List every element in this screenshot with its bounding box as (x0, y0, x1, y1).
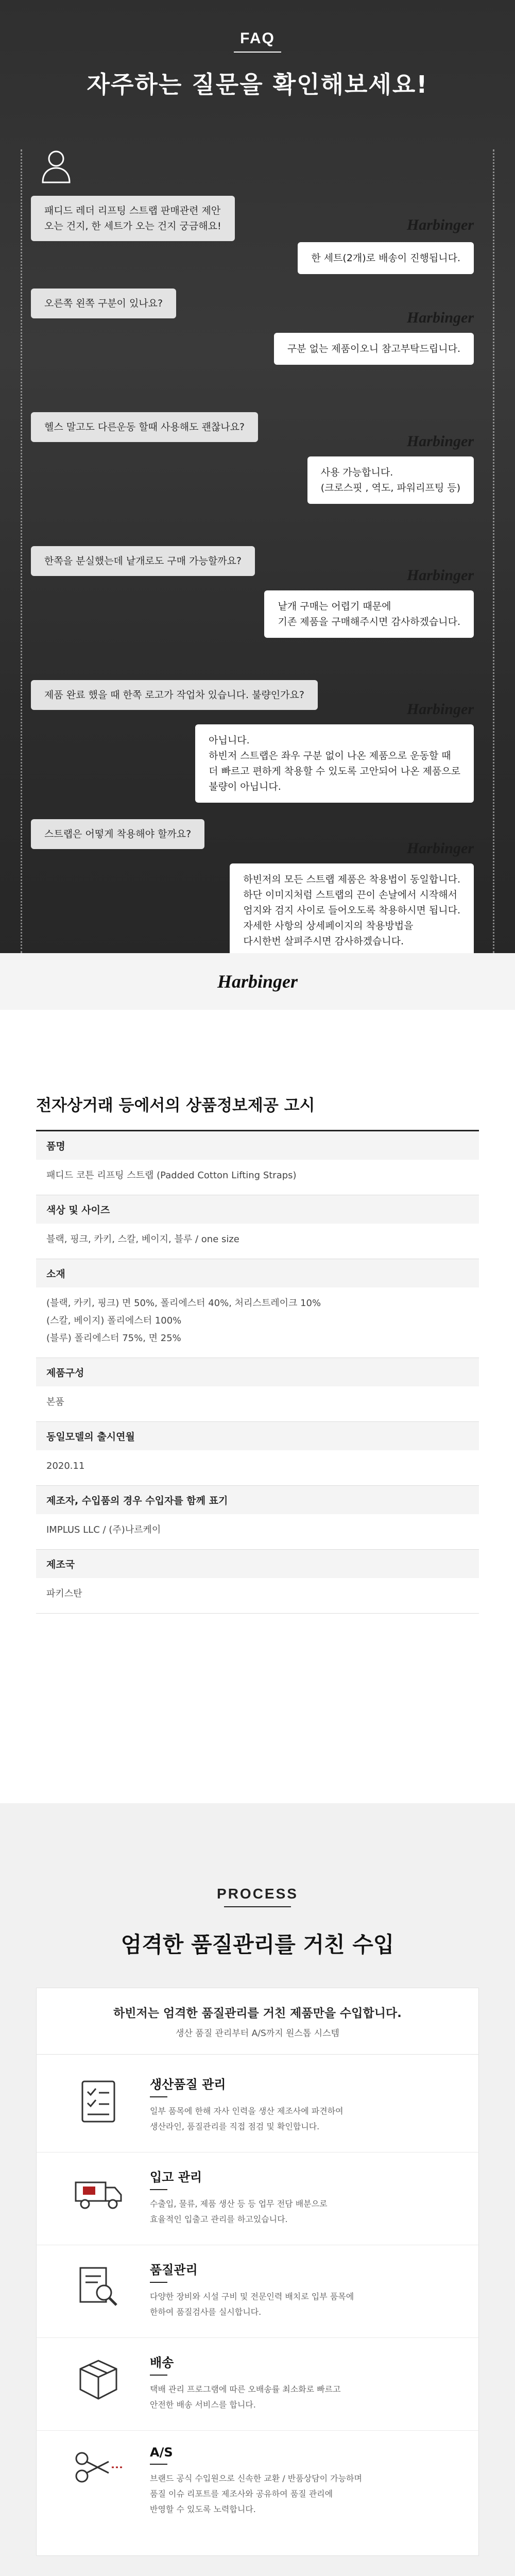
answer-bubble (307, 456, 474, 504)
faq-headline: 자주하는 질문을 확인해보세요! (87, 71, 428, 98)
right-dotted-border (493, 149, 494, 953)
notice-key: 제품구성 (36, 1358, 479, 1386)
user-avatar-icon (40, 149, 72, 183)
brand-strip (0, 953, 515, 1010)
step-desc: 일부 품목에 한해 자사 인력을 생산 제조사에 파견하여 (150, 2106, 344, 2116)
process-tag-underline (224, 1906, 291, 1907)
answer-bubble (195, 724, 474, 803)
scissors-icon (62, 2445, 134, 2517)
notice-value: 패디드 코튼 리프팅 스트랩 (Padded Cotton Lifting Straps) (46, 1170, 297, 1181)
magnifier-icon (62, 2260, 134, 2320)
notice-row (36, 1486, 479, 1550)
process-intro (36, 1988, 479, 2055)
answer-text: 불량이 아닙니다. (209, 781, 281, 792)
brand-logo: Harbinger (217, 971, 298, 992)
step-title: 배송 (150, 2355, 174, 2370)
answer-text: 낱개 구매는 어렵기 때문에 (278, 601, 391, 612)
step-desc: 택배 관리 프로그램에 따른 오배송률 최소화로 빠르고 (150, 2384, 341, 2394)
notice-value-line: (스칼, 베이지) 폴리에스터 100% (46, 1315, 182, 1326)
step-desc: 한하여 품질검사를 실시합니다. (150, 2307, 262, 2317)
process-title: 엄격한 품질관리를 거친 수입 (121, 1932, 394, 1957)
process-step (37, 2060, 478, 2152)
faq-tag: FAQ (240, 30, 275, 47)
question-bubble (31, 546, 255, 576)
answer-text: 자세한 사항의 상세페이지의 착용방법을 (243, 920, 414, 931)
product-notice-section (0, 1010, 515, 1803)
notice-value-line: (블루) 폴리에스터 75%, 면 25% (46, 1333, 181, 1344)
question-text: 오른쪽 왼쪽 구분이 있나요? (44, 298, 163, 309)
question-text: 헬스 말고도 다른운동 할때 사용해도 괜찮나요? (44, 421, 245, 433)
left-dotted-border (21, 149, 22, 953)
notice-value: 2020.11 (46, 1461, 85, 1471)
box-icon (62, 2352, 134, 2413)
process-step (37, 2245, 478, 2337)
answer-text: 하빈저 스트랩은 좌우 구분 없이 나온 제품으로 운동할 때 (209, 750, 451, 761)
step-desc: 다양한 장비와 시설 구비 및 전문인력 배치로 입부 품목에 (150, 2292, 354, 2301)
step-desc: 효율적인 입출고 관리를 하고있습니다. (150, 2214, 288, 2224)
answer-bubble (264, 590, 474, 638)
brand-logo: Harbinger (406, 433, 474, 450)
notice-value: 블랙, 핑크, 카키, 스칼, 베이지, 블루 / one size (46, 1234, 239, 1245)
question-text: 오는 건지, 한 세트가 오는 건지 궁금해요! (44, 221, 221, 232)
step-desc: 반영할 수 있도록 노력합니다. (150, 2504, 256, 2514)
step-desc: 수출입, 물류, 제품 생산 등 등 업무 전담 배분으로 (150, 2199, 328, 2209)
truck-icon (62, 2167, 134, 2227)
question-text: 한쪽을 분실했는데 낱개로도 구매 가능할까요? (44, 555, 242, 567)
step-title-underline (150, 2375, 167, 2376)
question-bubble (31, 412, 258, 442)
step-title: A/S (150, 2445, 173, 2460)
question-bubble (31, 680, 318, 710)
answer-text: 아닙니다. (209, 735, 250, 746)
answer-text: (크로스핏 , 역도, 파워리프팅 등) (320, 482, 460, 494)
step-title: 생산품질 관리 (150, 2077, 226, 2092)
checklist-icon (62, 2074, 134, 2134)
answer-text: 한 세트(2개)로 배송이 진행됩니다. (311, 252, 460, 264)
notice-row (36, 1550, 479, 1614)
notice-value-line: (블랙, 카키, 핑크) 면 50%, 폴리에스터 40%, 처리스트레이크 10% (46, 1298, 321, 1309)
answer-text: 하단 이미지처럼 스트랩의 끈이 손날에서 시작해서 (243, 889, 457, 901)
notice-row (36, 1422, 479, 1486)
answer-text: 엄지와 검지 사이로 들어오도록 착용하시면 됩니다. (243, 905, 460, 916)
notice-key: 제조국 (36, 1550, 479, 1578)
notice-value: 본품 (46, 1397, 64, 1408)
question-text: 패디드 레더 리프팅 스트랩 판매관련 제안 (44, 205, 221, 216)
step-desc: 품질 이슈 리포트를 제조사와 공유하여 품질 관리에 (150, 2489, 333, 2499)
process-step (37, 2337, 478, 2430)
notice-key: 제조자, 수입품의 경우 수입자를 함께 표기 (36, 1486, 479, 1514)
step-desc: 생산라인, 품질관리를 직접 점검 및 확인합니다. (150, 2122, 320, 2131)
notice-value: IMPLUS LLC / (주)나르케이 (46, 1524, 161, 1535)
answer-text: 구분 없는 제품이오니 참고부탁드립니다. (287, 343, 460, 354)
notice-title: 전자상거래 등에서의 상품정보제공 고시 (36, 1096, 315, 1115)
notice-row (36, 1358, 479, 1422)
question-text: 제품 완료 했을 때 한쪽 로고가 작업차 있습니다. 불량인가요? (44, 689, 304, 701)
process-intro-subline: 생산 품질 관리부터 A/S까지 원스톱 시스템 (176, 2028, 339, 2039)
step-title-underline (150, 2096, 167, 2097)
answer-bubble (274, 333, 474, 365)
brand-logo: Harbinger (406, 309, 474, 326)
notice-key: 색상 및 사이즈 (36, 1195, 479, 1224)
step-desc: 브랜드 공식 수입원으로 신속한 교환 / 반품상담이 가능하며 (150, 2473, 362, 2483)
brand-logo: Harbinger (406, 216, 474, 233)
question-bubble (31, 196, 235, 241)
notice-row (36, 1131, 479, 1195)
faq-section (0, 0, 515, 1010)
answer-bubble (230, 863, 474, 956)
notice-row (36, 1259, 479, 1358)
question-bubble (31, 289, 176, 318)
brand-logo: Harbinger (406, 567, 474, 584)
notice-key: 소재 (36, 1259, 479, 1287)
notice-value (36, 1287, 479, 1358)
faq-tag-underline (234, 52, 281, 53)
answer-text: 사용 가능합니다. (320, 467, 393, 478)
notice-value: 파키스탄 (46, 1588, 82, 1599)
answer-text: 다시한번 살펴주시면 감사하겠습니다. (243, 936, 404, 947)
step-title-underline (150, 2189, 167, 2190)
process-step (37, 2152, 478, 2245)
step-title: 입고 관리 (150, 2170, 202, 2184)
process-step (37, 2430, 478, 2535)
step-title-underline (150, 2464, 167, 2465)
process-section (0, 1803, 515, 2576)
answer-bubble (298, 242, 474, 274)
step-title: 품질관리 (150, 2263, 198, 2277)
question-bubble (31, 819, 204, 849)
notice-row (36, 1195, 479, 1259)
notice-key: 동일모델의 출시연월 (36, 1422, 479, 1450)
process-intro-headline: 하빈저는 엄격한 품질관리를 거친 제품만을 수입합니다. (113, 2007, 402, 2020)
answer-text: 하빈저의 모든 스트랩 제품은 착용법이 동일합니다. (243, 874, 460, 885)
step-title-underline (150, 2282, 167, 2283)
step-desc: 안전한 배송 서비스를 합니다. (150, 2400, 256, 2410)
notice-key: 품명 (36, 1131, 479, 1160)
answer-text: 기존 제품을 구매해주시면 감사하겠습니다. (278, 616, 460, 628)
answer-text: 더 빠르고 편하게 착용할 수 있도록 고안되어 나온 제품으로 (209, 766, 460, 777)
question-text: 스트랩은 어떻게 착용해야 할까요? (44, 828, 192, 840)
brand-logo: Harbinger (406, 840, 474, 857)
brand-logo: Harbinger (406, 701, 474, 718)
process-steps (36, 2055, 479, 2556)
process-tag: PROCESS (217, 1886, 298, 1902)
